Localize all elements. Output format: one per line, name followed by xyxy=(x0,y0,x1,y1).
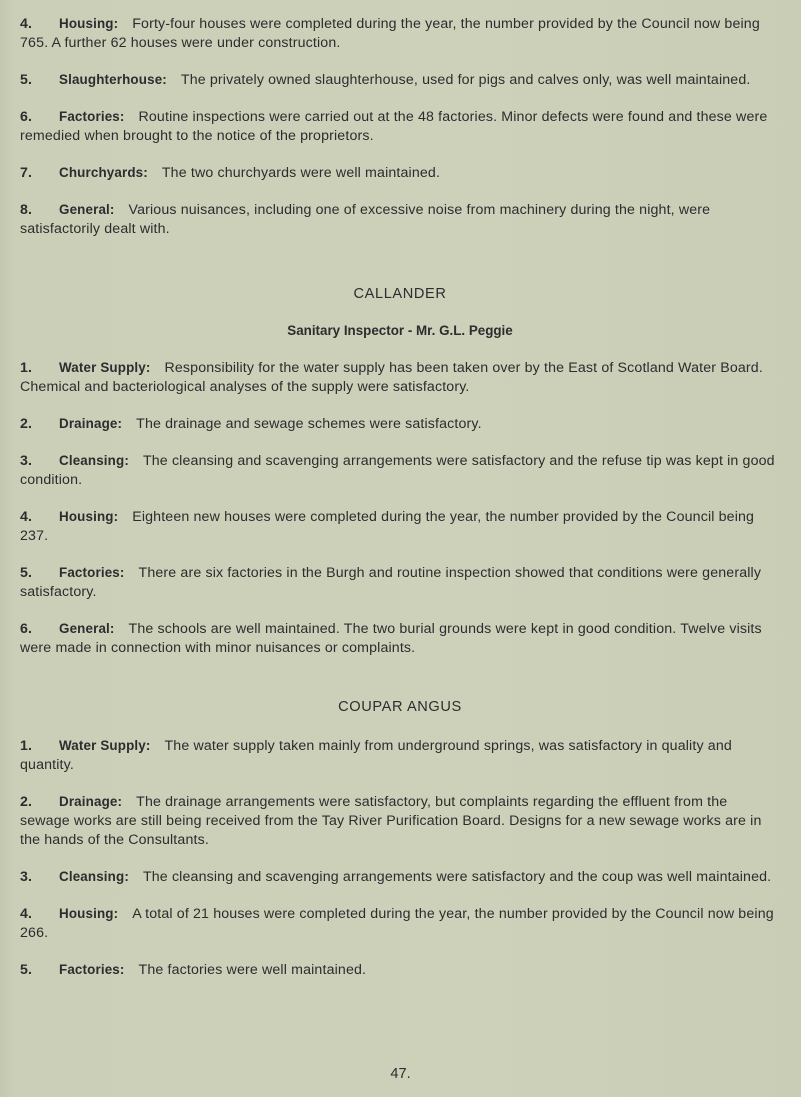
section-coupar-angus xyxy=(20,699,780,980)
document-body xyxy=(20,14,780,997)
item-label: Factories: xyxy=(59,962,125,977)
item-label: General: xyxy=(59,202,115,217)
item-text: The water supply taken mainly from underground springs, was satisfactory in quality and quantity. xyxy=(20,738,732,773)
item-text: The cleansing and scavenging arrangements were satisfactory and the refuse tip was kept in good condition. xyxy=(20,453,775,488)
item-label: Cleansing: xyxy=(59,869,129,884)
item-number: 3. xyxy=(20,453,33,469)
section-callander xyxy=(20,286,780,658)
item-text: Routine inspections were carried out at the 48 factories. Minor defects were found and these were remedied when brought to the notice of the proprietors. xyxy=(20,109,768,144)
list-item xyxy=(20,70,780,90)
item-number: 6. xyxy=(20,621,33,637)
item-label: Housing: xyxy=(59,509,119,524)
item-label: Housing: xyxy=(59,906,119,921)
list-item xyxy=(20,200,780,239)
item-text: The schools are well maintained. The two burial grounds were kept in good condition. Twelve visits were made in connection with minor nuisances or complaints. xyxy=(20,621,762,656)
section-heading: COUPAR ANGUS xyxy=(338,699,462,715)
item-text: Forty-four houses were completed during the year, the number provided by the Council now being 765. A further 62 houses were under construction. xyxy=(20,16,760,51)
list-item xyxy=(20,563,780,602)
item-label: General: xyxy=(59,621,115,636)
item-number: 2. xyxy=(20,794,33,810)
item-label: Water Supply: xyxy=(59,738,151,753)
item-number: 4. xyxy=(20,509,33,525)
item-text: There are six factories in the Burgh and routine inspection showed that conditions were generally satisfactory. xyxy=(20,565,762,600)
list-item xyxy=(20,792,780,850)
item-number: 2. xyxy=(20,416,33,432)
section-continued xyxy=(20,14,780,239)
list-item xyxy=(20,163,780,183)
item-number: 1. xyxy=(20,360,33,376)
item-text: A total of 21 houses were completed during the year, the number provided by the Council now being 266. xyxy=(20,906,774,941)
item-label: Drainage: xyxy=(59,794,123,809)
list-item xyxy=(20,451,780,490)
item-label: Drainage: xyxy=(59,416,123,431)
page-number: 47. xyxy=(390,1066,411,1082)
item-text: Responsibility for the water supply has been taken over by the East of Scotland Water Board. Chemical and bacteriological analyses of the supply were satisfactory. xyxy=(20,360,763,395)
item-label: Housing: xyxy=(59,16,119,31)
section-subheading: Sanitary Inspector - Mr. G.L. Peggie xyxy=(287,323,513,338)
section-heading: CALLANDER xyxy=(353,286,447,302)
list-item xyxy=(20,107,780,146)
item-number: 3. xyxy=(20,869,33,885)
list-item xyxy=(20,736,780,775)
item-number: 7. xyxy=(20,165,33,181)
item-text: Various nuisances, including one of excessive noise from machinery during the night, were satisfactorily dealt with. xyxy=(20,202,711,237)
item-label: Factories: xyxy=(59,109,125,124)
item-number: 4. xyxy=(20,906,33,922)
item-text: Eighteen new houses were completed during the year, the number provided by the Council being 237. xyxy=(20,509,755,544)
item-text: The factories were well maintained. xyxy=(138,962,367,978)
item-label: Slaughterhouse: xyxy=(59,72,167,87)
item-number: 5. xyxy=(20,72,33,88)
list-item xyxy=(20,619,780,658)
item-number: 1. xyxy=(20,738,33,754)
list-item xyxy=(20,358,780,397)
list-item xyxy=(20,904,780,943)
item-text: The two churchyards were well maintained. xyxy=(161,165,441,181)
item-number: 8. xyxy=(20,202,33,218)
list-item xyxy=(20,507,780,546)
list-item xyxy=(20,960,780,980)
item-number: 5. xyxy=(20,565,33,581)
item-text: The privately owned slaughterhouse, used for pigs and calves only, was well maintained. xyxy=(180,72,751,88)
item-label: Water Supply: xyxy=(59,360,151,375)
list-item xyxy=(20,414,780,434)
item-text: The drainage arrangements were satisfactory, but complaints regarding the effluent from the sewage works are still being received from the Tay River Purification Board. Designs for a new sewage works are in the hands of the Consultants. xyxy=(20,794,762,848)
item-label: Factories: xyxy=(59,565,125,580)
item-text: The cleansing and scavenging arrangements were satisfactory and the coup was well maintained. xyxy=(142,869,772,885)
list-item xyxy=(20,14,780,53)
list-item xyxy=(20,867,780,887)
item-label: Churchyards: xyxy=(59,165,148,180)
item-number: 5. xyxy=(20,962,33,978)
item-number: 6. xyxy=(20,109,33,125)
item-label: Cleansing: xyxy=(59,453,129,468)
item-text: The drainage and sewage schemes were satisfactory. xyxy=(136,416,482,432)
item-number: 4. xyxy=(20,16,33,32)
